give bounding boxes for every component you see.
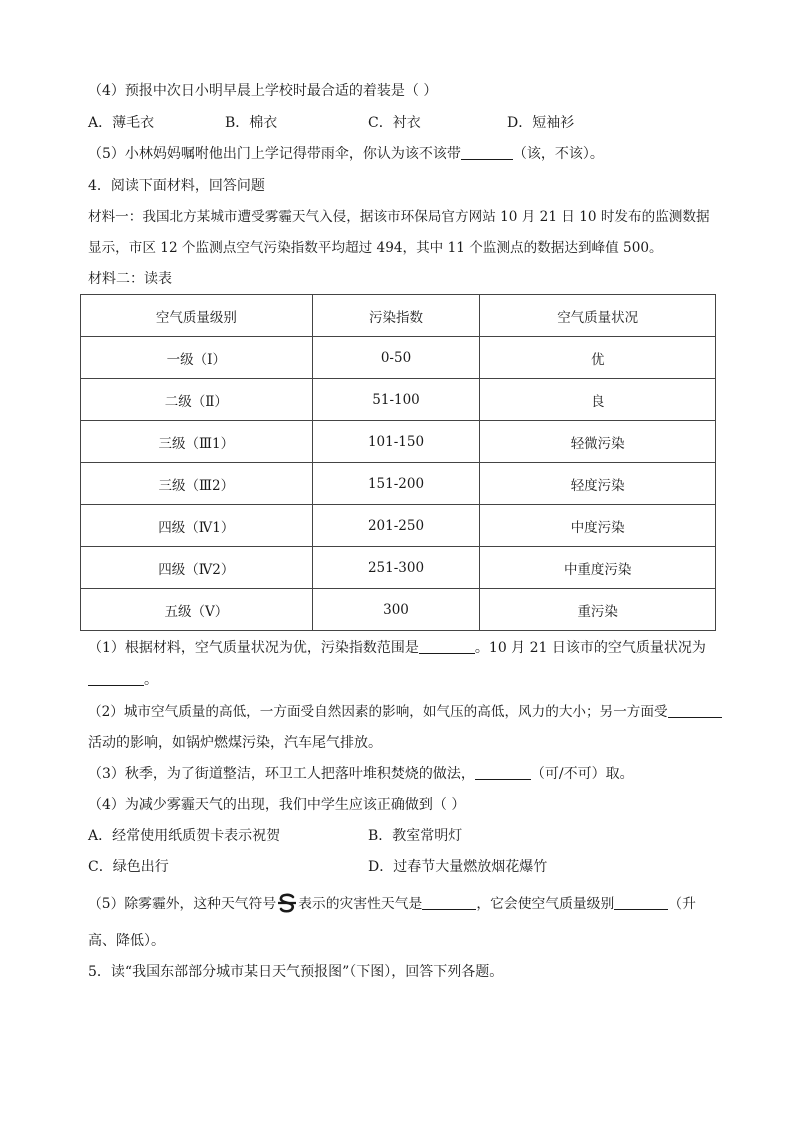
answer-blank[interactable] xyxy=(419,639,475,654)
table-cell: 251-300 xyxy=(312,547,480,589)
table-row xyxy=(81,463,716,505)
table-cell: 五级（Ⅴ） xyxy=(81,589,313,631)
table-cell: 重污染 xyxy=(480,589,716,631)
sub-question-4: （4）为减少雾霾天气的出现，我们中学生应该正确做到（ ） xyxy=(88,797,466,813)
question-4-sub4: （4）预报中次日小明早晨上学校时最合适的着装是（ ） xyxy=(88,83,438,99)
material-1-line-2: 显示，市区 12 个监测点空气污染指数平均超过 494，其中 11 个监测点的数据达到峰值 500。 xyxy=(88,240,663,256)
table-cell: 优 xyxy=(480,337,716,379)
answer-blank[interactable] xyxy=(668,703,722,718)
table-cell: 四级（Ⅳ2） xyxy=(81,547,313,589)
table-cell: 中度污染 xyxy=(480,505,716,547)
sub-question-5: （5）除雾霾外，这种天气符号 表示的灾害性天气是 ，它会使空气质量级别 （升 xyxy=(88,893,696,914)
table-row xyxy=(81,379,716,421)
air-quality-table xyxy=(80,294,716,631)
sub-question-2-cont: 活动的影响，如锅炉燃煤污染，汽车尾气排放。 xyxy=(88,735,382,751)
option-d: D．短袖衫 xyxy=(507,115,575,131)
table-cell: 二级（Ⅱ） xyxy=(81,379,313,421)
answer-blank[interactable] xyxy=(614,895,668,910)
sub-question-1-cont: 。 xyxy=(88,670,158,690)
option-b: B．棉衣 xyxy=(225,115,278,131)
material-2-label: 材料二：读表 xyxy=(88,271,172,287)
table-cell: 轻度污染 xyxy=(480,463,716,505)
option-d: D．过春节大量燃放烟花爆竹 xyxy=(368,859,548,875)
option-c: C．衬衣 xyxy=(368,115,421,131)
table-cell: 51-100 xyxy=(312,379,480,421)
question-4-sub5: （5）小林妈妈嘱咐他出门上学记得带雨伞，你认为该不该带 （该，不该）。 xyxy=(88,146,604,162)
question-4-title: 4．阅读下面材料，回答问题 xyxy=(88,178,265,194)
sub-question-5-cont: 高、降低）。 xyxy=(88,933,165,949)
answer-blank[interactable] xyxy=(422,895,476,910)
answer-blank[interactable] xyxy=(88,671,144,686)
column-header: 空气质量状况 xyxy=(480,295,716,337)
material-1-line-1: 材料一：我国北方某城市遭受雾霾天气入侵，据该市环保局官方网站 10 月 21 日 10 时发布的监测数据 xyxy=(88,209,710,225)
sub-question-3: （3）秋季，为了街道整洁，环卫工人把落叶堆积焚烧的做法， （可/不可）取。 xyxy=(88,766,634,782)
table-cell: 四级（Ⅳ1） xyxy=(81,505,313,547)
option-c: C．绿色出行 xyxy=(88,859,169,875)
table-cell: 151-200 xyxy=(312,463,480,505)
table-row xyxy=(81,337,716,379)
sub-question-1: （1）根据材料，空气质量状况为优，污染指数范围是 。10 月 21 日该市的空气质量状况为 xyxy=(88,640,706,656)
table-cell: 一级（Ⅰ） xyxy=(81,337,313,379)
column-header: 污染指数 xyxy=(312,295,480,337)
table-cell: 良 xyxy=(480,379,716,421)
table-row xyxy=(81,589,716,631)
table-cell: 201-250 xyxy=(312,505,480,547)
option-b: B．教室常明灯 xyxy=(368,828,463,844)
question-5-title: 5．读“我国东部部分城市某日天气预报图”（下图），回答下列各题。 xyxy=(88,964,504,980)
column-header: 空气质量级别 xyxy=(81,295,313,337)
table-header-row xyxy=(81,295,716,337)
table-cell: 101-150 xyxy=(312,421,480,463)
answer-blank[interactable] xyxy=(461,145,513,160)
answer-blank[interactable] xyxy=(475,765,531,780)
sandstorm-weather-symbol-icon xyxy=(277,893,297,913)
table-row xyxy=(81,547,716,589)
sub-question-2: （2）城市空气质量的高低，一方面受自然因素的影响，如气压的高低，风力的大小；另一方面受 xyxy=(88,702,722,722)
table-cell: 三级（Ⅲ2） xyxy=(81,463,313,505)
table-cell: 中重度污染 xyxy=(480,547,716,589)
table-cell: 三级（Ⅲ1） xyxy=(81,421,313,463)
option-a: A．经常使用纸质贺卡表示祝贺 xyxy=(88,828,281,844)
option-a: A．薄毛衣 xyxy=(88,115,155,131)
table-row xyxy=(81,505,716,547)
table-cell: 轻微污染 xyxy=(480,421,716,463)
table-row xyxy=(81,421,716,463)
table-cell: 300 xyxy=(312,589,480,631)
table-cell: 0-50 xyxy=(312,337,480,379)
